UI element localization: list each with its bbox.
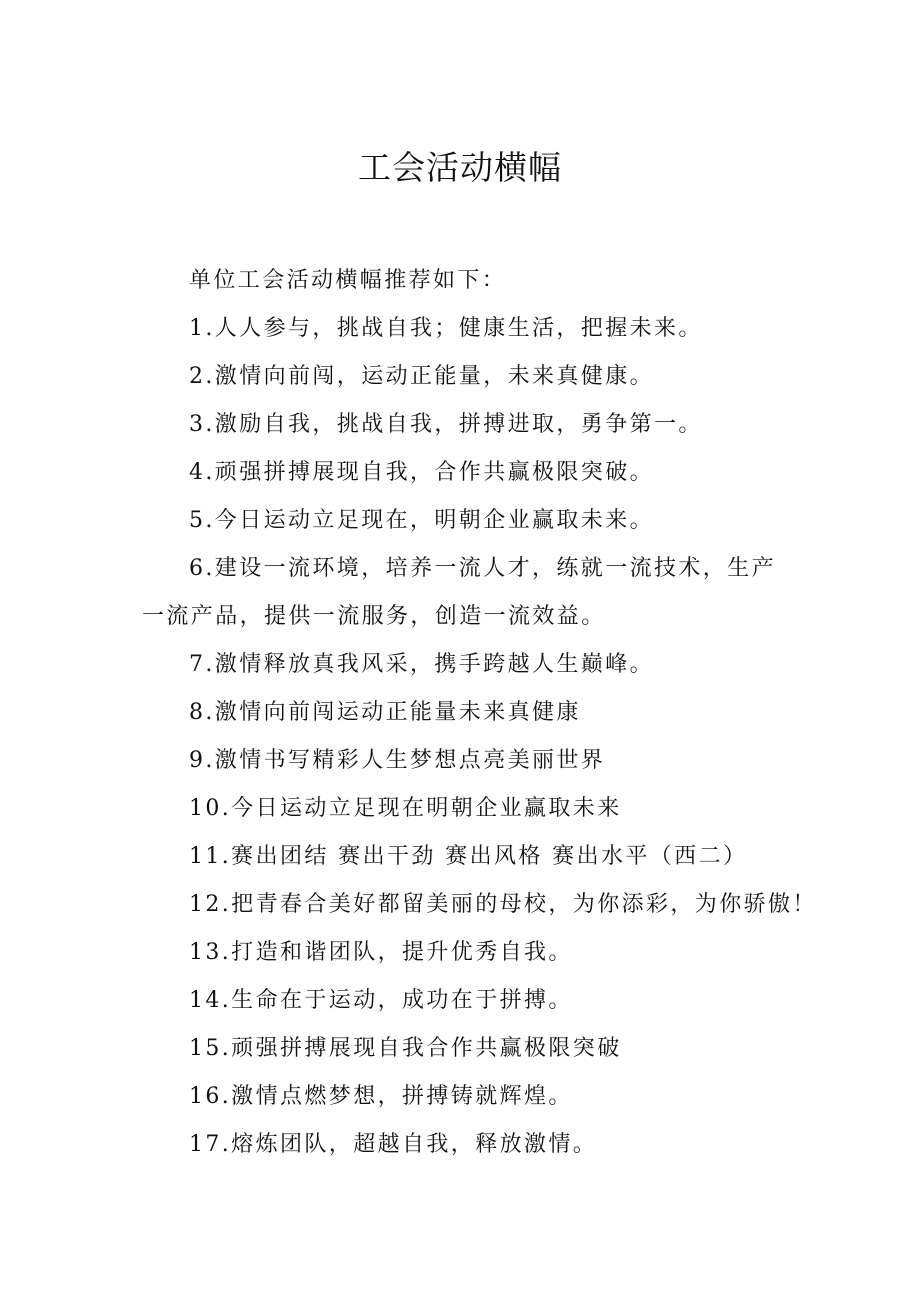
list-item: 6.建设一流环境，培养一流人才，练就一流技术，生产一流产品，提供一流服务，创造一流效益。 (142, 556, 776, 629)
list-item: 13.打造和谐团队，提升优秀自我。 (189, 940, 573, 965)
document-title: 工会活动横幅 (358, 148, 562, 187)
list-item: 7.激情释放真我风采，携手跨越人生巅峰。 (189, 652, 654, 677)
list-item: 1.人人参与，挑战自我；健康生活，把握未来。 (189, 316, 703, 341)
list-item: 5.今日运动立足现在，明朝企业赢取未来。 (189, 508, 654, 533)
intro-paragraph: 单位工会活动横幅推荐如下： (189, 268, 507, 293)
list-item: 9.激情书写精彩人生梦想点亮美丽世界 (189, 748, 606, 773)
list-item: 16.激情点燃梦想，拼搏铸就辉煌。 (189, 1084, 573, 1109)
list-item: 14.生命在于运动，成功在于拼搏。 (189, 988, 573, 1013)
document-body (142, 257, 817, 1169)
list-item: 10.今日运动立足现在明朝企业赢取未来 (189, 796, 622, 821)
list-item: 17.熔炼团队，超越自我，释放激情。 (189, 1132, 598, 1157)
list-item: 11.赛出团结 赛出干劲 赛出风格 赛出水平（西二） (189, 844, 748, 869)
list-item: 8.激情向前闯运动正能量未来真健康 (189, 700, 581, 725)
list-item: 2.激情向前闯，运动正能量，未来真健康。 (189, 364, 654, 389)
list-item: 4.顽强拼搏展现自我，合作共赢极限突破。 (189, 460, 654, 485)
list-item: 12.把青春合美好都留美丽的母校，为你添彩，为你骄傲！ (189, 892, 817, 917)
list-item: 3.激励自我，挑战自我，拼搏进取，勇争第一。 (189, 412, 703, 437)
list-item: 15.顽强拼搏展现自我合作共赢极限突破 (189, 1036, 622, 1061)
